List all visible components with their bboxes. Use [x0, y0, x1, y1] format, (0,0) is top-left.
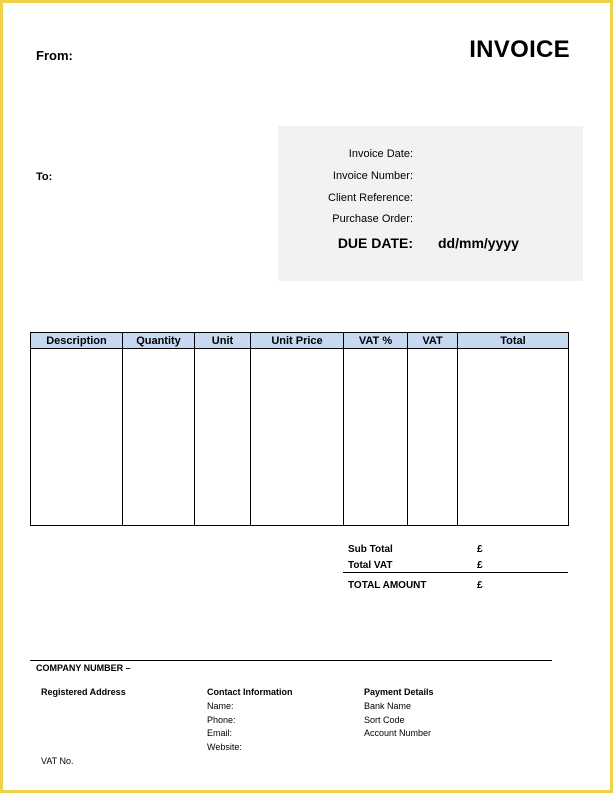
total-vat-label: Total VAT: [348, 560, 393, 571]
invoice-number-label: Invoice Number:: [332, 170, 413, 182]
payment-details-heading: Payment Details: [364, 687, 434, 697]
column-header-quantity: Quantity: [123, 333, 195, 349]
contact-website-label: Website:: [207, 742, 242, 752]
column-header-total: Total: [458, 333, 569, 349]
total-vat-value: £: [477, 560, 483, 571]
table-header-row: [31, 333, 569, 349]
invoice-title: INVOICE: [469, 36, 570, 63]
due-date-label: DUE DATE:: [337, 235, 413, 251]
due-date-value: dd/mm/yyyy: [438, 235, 519, 251]
total-amount-value: £: [477, 580, 483, 591]
total-amount-label: TOTAL AMOUNT: [348, 580, 427, 591]
column-header-unit: Unit: [195, 333, 251, 349]
column-header-vat: VAT: [408, 333, 458, 349]
sub-total-value: £: [477, 544, 483, 555]
vat-percent-cell[interactable]: [344, 349, 408, 526]
quantity-cell[interactable]: [123, 349, 195, 526]
client-reference-label: Client Reference:: [328, 192, 413, 204]
column-header-vat-percent: VAT %: [344, 333, 408, 349]
line-items-table: [30, 332, 569, 526]
description-cell[interactable]: [31, 349, 123, 526]
sort-code-label: Sort Code: [364, 715, 405, 725]
company-divider: [30, 660, 552, 661]
invoice-date-label: Invoice Date:: [348, 148, 413, 160]
vat-cell[interactable]: [408, 349, 458, 526]
contact-phone-label: Phone:: [207, 715, 236, 725]
table-row: [31, 349, 569, 526]
column-header-description: Description: [31, 333, 123, 349]
totals-divider: [343, 572, 568, 573]
account-number-label: Account Number: [364, 728, 432, 738]
sub-total-label: Sub Total: [348, 544, 393, 555]
unit-cell[interactable]: [195, 349, 251, 526]
contact-name-label: Name:: [207, 701, 234, 711]
registered-address-heading: Registered Address: [41, 687, 126, 697]
unit-price-cell[interactable]: [251, 349, 344, 526]
invoice-info-box: [278, 126, 583, 281]
to-label: To:: [36, 171, 53, 183]
contact-information-heading: Contact Information: [207, 687, 293, 697]
from-label: From:: [36, 48, 73, 63]
purchase-order-label: Purchase Order:: [332, 213, 413, 225]
total-cell[interactable]: [458, 349, 569, 526]
bank-name-label: Bank Name: [364, 701, 412, 711]
vat-number-label: VAT No.: [41, 756, 74, 766]
column-header-unit-price: Unit Price: [251, 333, 344, 349]
company-number-label: COMPANY NUMBER –: [36, 663, 131, 673]
contact-email-label: Email:: [207, 728, 233, 738]
